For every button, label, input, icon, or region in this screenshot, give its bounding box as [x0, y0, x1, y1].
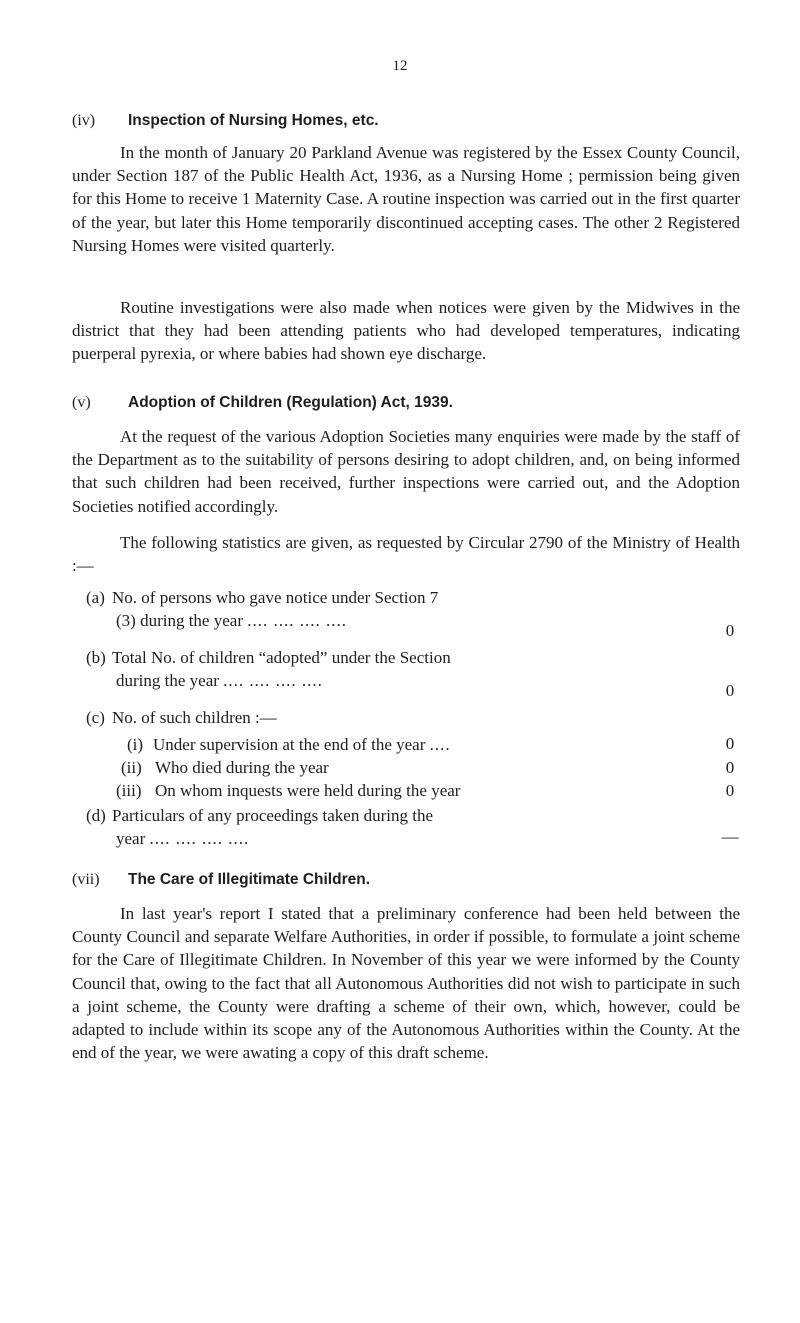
stat-a-value: 0	[725, 621, 735, 640]
paragraph-statistics-intro: The following statistics are given, as requested by Circular 2790 of the Ministry of Health :—	[72, 533, 740, 576]
section-heading-v	[72, 394, 453, 412]
paragraph-nursing-homes: In the month of January 20 Parkland Avenue was registered by the Essex County Council, under Section 187 of the Public Health Act, 1936, as a Nursing Home ; permission being given for this Home to receive 1 Maternity Case. A routine inspection was carried out in the first quarter of the year, but later this Home temporarily discontinued accepting cases. The other 2 Registered Nursing Homes were visited quarterly.	[72, 143, 740, 255]
stat-d-value: —	[721, 827, 739, 846]
stat-d-line1: (d) Particulars of any proceedings taken during the	[86, 806, 434, 825]
stat-c-ii: (ii) Who died during the year	[121, 758, 329, 777]
stat-b-value: 0	[725, 681, 735, 700]
stat-a-line1: (a) No. of persons who gave notice under Section 7	[86, 588, 439, 607]
stat-b-line2: during the year .... .... .... ....	[116, 671, 323, 690]
section-number: (vii)	[72, 871, 100, 888]
paragraph-adoption-enquiries: At the request of the various Adoption Societies many enquiries were made by the staff of the Department as to the suitability of persons desiring to adopt children, and, on being informed that such children had been received, further inspections were carried out, and the Adoption Societies notified accordingly.	[72, 427, 740, 516]
paragraph-illegitimate-children: In last year's report I stated that a preliminary conference had been held between the County Council and separate Welfare Authorities, in order if possible, to formulate a joint scheme for the Care of Illegitimate Children. In November of this year we were informed by the County Council that, owing to the fact that all Autonomous Authorities did not wish to participate in such a joint scheme, the County were drafting a scheme of their own, which, however, could be adapted to include within its scope any of the Autonomous Authorities within the County. At the end of the year, we were awating a copy of this draft scheme.	[72, 904, 740, 1063]
paragraph-midwives: Routine investigations were also made when notices were given by the Midwives in the district that they had been attending patients who had developed temperatures, indicating puerperal pyrexia, or where babies had shown eye discharge.	[72, 298, 740, 364]
section-heading-iv	[72, 112, 379, 130]
stat-c-iii-value: 0	[725, 781, 735, 800]
stat-c-i: (i) Under supervision at the end of the year ....	[127, 735, 451, 754]
stat-c-iii: (iii) On whom inquests were held during the year	[116, 781, 461, 800]
section-heading-vii	[72, 871, 370, 889]
stat-c-line1: (c) No. of such children :—	[86, 708, 277, 727]
page-number: 12	[392, 58, 408, 74]
stat-d-line2: year .... .... .... ....	[116, 829, 250, 848]
stat-a-line2: (3) during the year .... .... .... ....	[116, 611, 347, 630]
section-title: The Care of Illegitimate Children.	[128, 871, 371, 888]
section-title: Adoption of Children (Regulation) Act, 1939.	[128, 394, 453, 411]
stat-c-ii-value: 0	[725, 758, 735, 777]
section-number: (v)	[72, 394, 91, 411]
section-number: (iv)	[72, 112, 96, 129]
stat-c-i-value: 0	[725, 734, 735, 753]
stat-b-line1: (b) Total No. of children “adopted” under the Section	[86, 648, 451, 667]
section-title: Inspection of Nursing Homes, etc.	[128, 112, 379, 129]
